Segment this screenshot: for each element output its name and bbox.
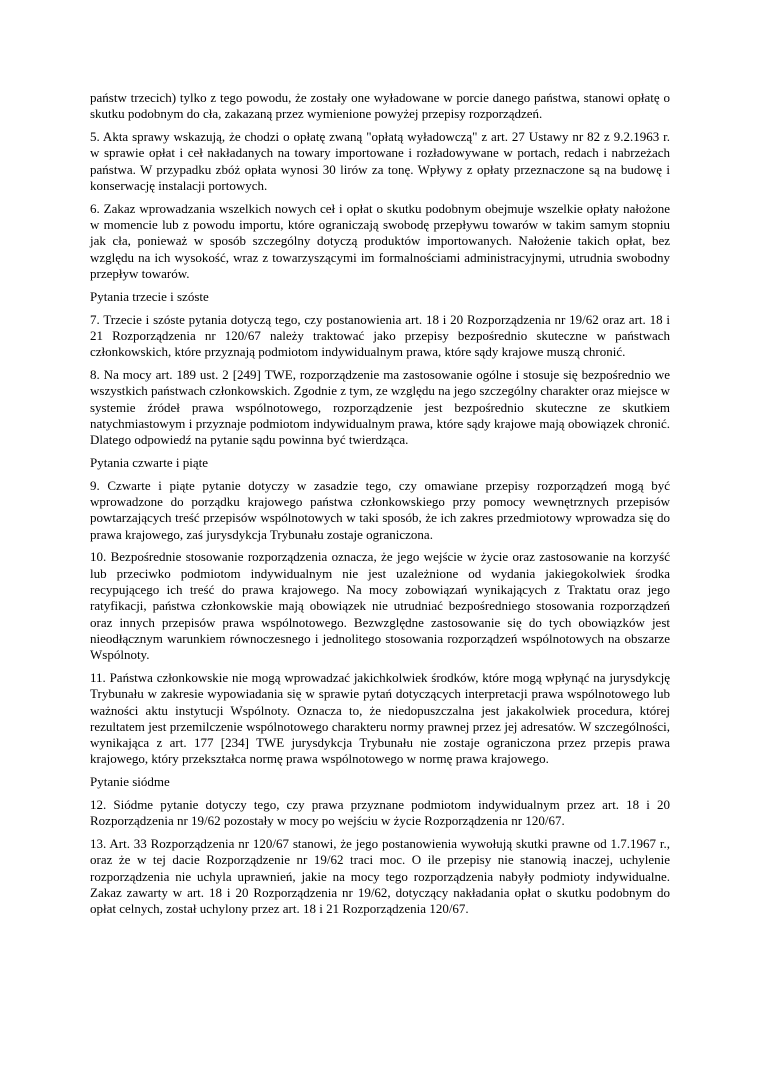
paragraph-9: 9. Czwarte i piąte pytanie dotyczy w zasadzie tego, czy omawiane przepisy rozporządzeń mogą być wprowadzone do porządku krajowego państwa członkowskiego przy pomocy wewnętrznych przepisów powtarzających treść przepisów wspólnotowych w taki sposób, że ich zakres przedmiotowy wprowadza się do prawa krajowego, zaś jurysdykcja Trybunału zostaje ograniczona. (90, 477, 670, 542)
section-heading-fourth-fifth: Pytania czwarte i piąte (90, 454, 209, 470)
paragraph-8: 8. Na mocy art. 189 ust. 2 [249] TWE, rozporządzenie ma zastosowanie ogólne i stosuje się bezpośrednio we wszystkich państwach członkowskich. Zgodnie z tym, ze względu na jego szczególny charakter oraz miejsce w systemie źródeł prawa wspólnotowego, rozporządzenie jest bezpośrednio skuteczne ze skutkiem natychmiastowym i przyznaje podmiotom indywidualnym prawa, które sądy krajowe mają obowiązek chronić. Dlatego odpowiedź na pytanie sądu powinna być twierdząca. (90, 366, 670, 448)
document-page (90, 90, 670, 924)
paragraph-7: 7. Trzecie i szóste pytania dotyczą tego, czy postanowienia art. 18 i 20 Rozporządzenia nr 19/62 oraz art. 18 i 21 Rozporządzenia nr 120/67 należy traktować jako przepisy bezpośrednio skuteczne w państwach członkowskich, które przyznają podmiotom indywidualnym prawa, które sądy krajowe muszą chronić. (90, 311, 670, 360)
section-heading-third-sixth: Pytania trzecie i szóste (90, 288, 209, 304)
paragraph-10: 10. Bezpośrednie stosowanie rozporządzenia oznacza, że jego wejście w życie oraz zastosowanie na korzyść lub przeciwko podmiotom indywidualnym nie jest uzależnione od wydania jakiegokolwiek środka recypującego ich treść do prawa krajowego. Na mocy zobowiązań wynikających z Traktatu oraz jego ratyfikacji, państwa członkowskie mają obowiązek nie utrudniać bezpośredniego stosowania rozporządzeń oraz innych przepisów prawa wspólnotowego. Bezwzględne zastosowanie się do tych obowiązków jest nieodłącznym warunkiem równoczesnego i jednolitego stosowania rozporządzeń wspólnotowych na obszarze Wspólnoty. (90, 549, 670, 663)
paragraph-13: 13. Art. 33 Rozporządzenia nr 120/67 stanowi, że jego postanowienia wywołują skutki prawne od 1.7.1967 r., oraz że w tej dacie Rozporządzenie nr 19/62 traci moc. O ile przepisy nie stanowią inaczej, uchylenie rozporządzenia nie uchyla uprawnień, jakie na mocy tego rozporządzenia nabyły podmioty indywidualne. Zakaz zawarty w art. 18 i 20 Rozporządzenia nr 19/62, dotyczący nakładania opłat o skutku podobnym do opłat celnych, został uchylony przez art. 18 i 21 Rozporządzenia 120/67. (90, 836, 670, 917)
section-heading-seventh: Pytanie siódme (90, 774, 170, 790)
paragraph-12: 12. Siódme pytanie dotyczy tego, czy prawa przyznane podmiotom indywidualnym przez art. 18 i 20 Rozporządzenia nr 19/62 pozostały w mocy po wejściu w życie Rozporządzenia nr 120/67. (90, 797, 670, 829)
paragraph-5: 5. Akta sprawy wskazują, że chodzi o opłatę zwaną "opłatą wyładowczą" z art. 27 Ustawy nr 82 z 9.2.1963 r. w sprawie opłat i ceł nakładanych na towary importowane i rozładowywane w portach, redach i nabrzeżach państwa. W przypadku zbóż opłata wynosi 30 lirów za tonę. Wpływy z opłaty przeznaczone są na budowę i konserwację instalacji portowych. (90, 129, 670, 193)
paragraph-6: 6. Zakaz wprowadzania wszelkich nowych ceł i opłat o skutku podobnym obejmuje wszelkie opłaty nałożone w momencie lub z powodu importu, które ograniczają swobodę przepływu towarów w takim samym stopniu jak cła, ponieważ w sposób szczególny dotyczą produktów importowanych. Nałożenie takich opłat, bez względu na ich wysokość, wraz z towarzyszącymi im formalnościami administracyjnymi, utrudnia swobodny przepływ towarów. (90, 200, 670, 281)
paragraph-continuation: państw trzecich) tylko z tego powodu, że zostały one wyładowane w porcie danego państwa, stanowi opłatę o skutku podobnym do cła, zakazaną przez wymienione powyżej przepisy rozporządzeń. (90, 90, 670, 122)
paragraph-11: 11. Państwa członkowskie nie mogą wprowadzać jakichkolwiek środków, które mogą wpłynąć na jurysdykcję Trybunału w zakresie wypowiadania się w sprawie pytań dotyczących interpretacji prawa wspólnotowego lub ważności aktu instytucji Wspólnoty. Oznacza to, że niedopuszczalna jest jakakolwiek procedura, której rezultatem jest przemilczenie wspólnotowego charakteru normy prawnej przez jej adresatów. W szczególności, wynikająca z art. 177 [234] TWE jurysdykcja Trybunału nie zostaje ograniczona przez przepis prawa krajowego, który przekształca normę prawa wspólnotowego w normę prawa krajowego. (90, 670, 670, 767)
